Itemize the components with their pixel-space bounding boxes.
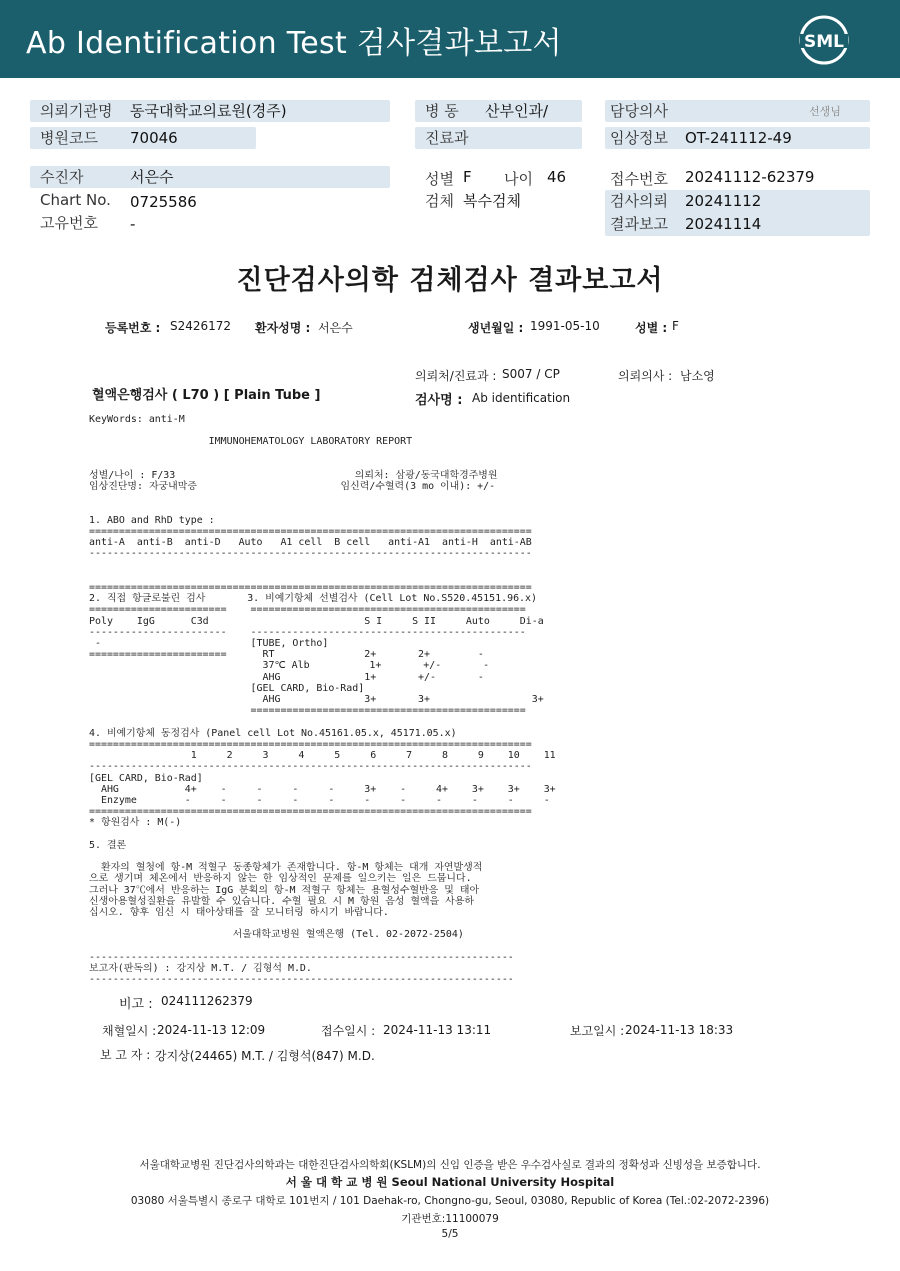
report-line: 으로 생기며 체온에서 반응하지 않는 한 임상적인 문제를 일으키는 일은 드뭅니다. xyxy=(89,873,472,885)
report-line: 서울대학교병원 혈액은행 (Tel. 02-2072-2504) xyxy=(89,929,464,941)
doctor-suffix: 선생님 xyxy=(809,105,841,118)
refdoc-label: 의뢰의사 : xyxy=(618,369,673,383)
logo-text: SML xyxy=(804,32,844,52)
age-value: 46 xyxy=(547,168,567,186)
receipt-label: 접수번호 xyxy=(610,170,668,188)
test-value: Ab identification xyxy=(472,391,571,405)
report-line: ======================= ============================================== xyxy=(89,604,526,616)
institution-label: 의뢰기관명 xyxy=(40,102,113,120)
exam-title: 혈액은행검사 ( L70 ) [ Plain Tube ] xyxy=(92,388,321,403)
dob-value: 1991-05-10 xyxy=(530,319,600,333)
request-label: 검사의뢰 xyxy=(610,192,668,210)
age-label: 나이 xyxy=(504,170,533,188)
report-line: 5. 결론 xyxy=(89,839,127,851)
institution-row xyxy=(30,100,390,122)
footer-institution-no: 기관번호:11100079 xyxy=(401,1213,499,1225)
report-sex-value: F xyxy=(672,319,679,333)
report-line: anti-A anti-B anti-D Auto A1 cell B cell anti-A1 anti-H anti-AB xyxy=(89,537,532,549)
report-title: 진단검사의학 검체검사 결과보고서 xyxy=(236,265,664,296)
patient-value: 서은수 xyxy=(130,168,174,186)
sex-label: 성별 xyxy=(425,170,454,188)
report-line: Poly IgG C3d S I S II Auto Di-a xyxy=(89,615,544,627)
report-line xyxy=(89,492,556,503)
report-line: * 항원검사 : M(-) xyxy=(89,817,182,829)
clinical-row xyxy=(605,127,870,149)
patient-row xyxy=(30,166,390,188)
hospital-code-label: 병원코드 xyxy=(40,129,98,147)
doctor-label: 담당의사 xyxy=(610,102,668,120)
clinical-label: 임상정보 xyxy=(610,129,668,147)
draw-label: 채혈일시 : xyxy=(102,1024,157,1038)
report-line: 37℃ Alb 1+ +/- - xyxy=(89,660,490,672)
report-line: IMMUNOHEMATOLOGY LABORATORY REPORT xyxy=(89,436,413,448)
page-number: 5/5 xyxy=(441,1228,459,1240)
report-line xyxy=(89,425,556,436)
report-line: ========================================================================== xyxy=(89,806,532,818)
dept-label: 진료과 xyxy=(425,129,469,147)
unique-label: 고유번호 xyxy=(40,214,98,232)
report-label: 결과보고 xyxy=(610,215,668,233)
report-line xyxy=(89,941,556,952)
report-line xyxy=(89,560,556,571)
clinical-value: OT-241112-49 xyxy=(685,129,792,147)
sml-logo xyxy=(798,14,850,66)
receipt-value: 20241112-62379 xyxy=(685,168,815,186)
report-line: ----------------------------------------------------------------------- xyxy=(89,974,514,986)
ward-label: 병 동 xyxy=(425,102,459,120)
report-line: 십시오. 향후 임신 시 태아상태를 잘 모니터링 하시기 바랍니다. xyxy=(89,906,389,918)
reporter-label: 보 고 자 : xyxy=(100,1048,151,1062)
ward-value: 산부인과/ xyxy=(485,102,549,120)
report-line: AHG 4+ - - - - 3+ - 4+ 3+ 3+ 3+ xyxy=(89,783,556,795)
page-title: Ab Identification Test 검사결과보고서 xyxy=(26,26,562,61)
footer-hospital: 서 울 대 학 교 병 원 Seoul National University Hospital xyxy=(285,1175,615,1189)
report-line: - [TUBE, Ortho] xyxy=(89,638,329,650)
specimen-label: 검체 xyxy=(425,192,454,210)
specimen-value: 복수검체 xyxy=(463,192,521,210)
name-label: 환자성명 : xyxy=(255,321,311,335)
report-line: ============================================== xyxy=(89,705,526,717)
note-label: 비고 : xyxy=(119,997,153,1012)
report-line xyxy=(89,571,556,582)
footer-address: 03080 서울특별시 종로구 대학로 101번지 / 101 Daehak-ro, Chongno-gu, Seoul, 03080, Republic of Korea (Tel.:02-2072-2396) xyxy=(130,1195,770,1207)
report-line: ========================================================================== xyxy=(89,738,532,750)
report-line xyxy=(89,504,556,515)
report-line xyxy=(89,851,556,862)
report-line: 신생아용혈성질환을 유발할 수 있습니다. 수혈 필요 시 M 항원 음성 혈액을 사용하 xyxy=(89,895,474,907)
hospital-code-value: 70046 xyxy=(130,129,178,147)
recv-label: 접수일시 : xyxy=(321,1024,376,1038)
reporter-value: 강지상(24465) M.T. / 김형석(847) M.D. xyxy=(155,1049,375,1063)
report-line: [GEL CARD, Bio-Rad] xyxy=(89,682,365,694)
request-report-box xyxy=(605,190,870,236)
report-line xyxy=(89,829,556,840)
patient-label: 수진자 xyxy=(40,168,84,186)
recv-value: 2024-11-13 13:11 xyxy=(383,1023,492,1037)
report-sex-label: 성별 : xyxy=(635,321,668,335)
reg-value: S2426172 xyxy=(170,319,232,333)
refdoc-value: 남소영 xyxy=(680,369,715,383)
report-line: ========================================================================== xyxy=(89,582,532,594)
report-line xyxy=(89,448,556,459)
report-line xyxy=(89,459,556,470)
report-line: ======================= RT 2+ 2+ - xyxy=(89,649,484,661)
ward-row xyxy=(415,100,582,122)
report-body xyxy=(89,414,556,985)
dob-label: 생년월일 : xyxy=(468,321,524,335)
dept-row xyxy=(415,127,582,149)
report-line: 성별/나이 : F/33 의뢰처: 삼광/동국대학경주병원 xyxy=(89,470,498,482)
institution-value: 동국대학교의료원(경주) xyxy=(130,102,287,120)
report-line: 환자의 혈청에 항-M 적혈구 동종항체가 존재합니다. 항-M 항체는 대개 자연발생적 xyxy=(89,862,483,874)
report-line: AHG 3+ 3+ 3+ xyxy=(89,694,544,706)
report-line: [GEL CARD, Bio-Rad] xyxy=(89,772,203,784)
request-value: 20241112 xyxy=(685,192,762,210)
note-value: 024111262379 xyxy=(161,994,253,1008)
report-line: 4. 비예기항체 동정검사 (Panel cell Lot No.45161.05.x, 45171.05.x) xyxy=(89,727,457,739)
chart-value: 0725586 xyxy=(130,193,197,211)
report-line: 1. ABO and RhD type : xyxy=(89,514,215,526)
rep-label: 보고일시 : xyxy=(570,1024,625,1038)
header-banner xyxy=(0,0,900,78)
report-line: -------------------------------------------------------------------------- xyxy=(89,548,532,560)
sex-value: F xyxy=(463,168,472,186)
reg-label: 등록번호 : xyxy=(105,321,161,335)
report-line xyxy=(89,918,556,929)
footer-certification: 서울대학교병원 진단검사의학과는 대한진단검사의학회(KSLM)의 신임 인증을 받은 우수검사실로 결과의 정확성과 신빙성을 보증합니다. xyxy=(139,1159,761,1171)
report-line: ----------------------------------------------------------------------- xyxy=(89,951,514,963)
report-line: ----------------------- ---------------------------------------------- xyxy=(89,626,526,638)
report-line: 보고자(판독의) : 강지상 M.T. / 김형석 M.D. xyxy=(89,962,312,974)
chart-label: Chart No. xyxy=(40,191,111,209)
report-line: 임상진단명: 자궁내막증 임신력/수혈력(3 mo 이내): +/- xyxy=(89,481,496,493)
ref-label: 의뢰처/진료과 : xyxy=(415,369,497,383)
unique-value: - xyxy=(130,215,136,233)
report-value: 20241114 xyxy=(685,215,762,233)
draw-value: 2024-11-13 12:09 xyxy=(157,1023,266,1037)
doctor-row xyxy=(605,100,870,122)
test-label: 검사명 : xyxy=(415,393,463,408)
report-line: 그러나 37℃에서 반응하는 IgG 분획의 항-M 적혈구 항체는 용혈성수혈반응 및 태아 xyxy=(89,884,480,896)
rep-value: 2024-11-13 18:33 xyxy=(625,1023,734,1037)
report-line: AHG 1+ +/- - xyxy=(89,671,484,683)
report-line: 2. 직접 항글로불린 검사 3. 비예기항체 선별검사 (Cell Lot No.S520.45151.96.x) xyxy=(89,593,538,605)
report-line: 1 2 3 4 5 6 7 8 9 10 11 xyxy=(89,750,556,762)
name-value: 서은수 xyxy=(318,321,353,335)
report-line: -------------------------------------------------------------------------- xyxy=(89,761,532,773)
report-line xyxy=(89,716,556,727)
hospital-code-row xyxy=(30,127,256,149)
report-line: KeyWords: anti-M xyxy=(89,414,185,425)
report-line: ========================================================================== xyxy=(89,526,532,538)
report-line: Enzyme - - - - - - - - - - - xyxy=(89,794,550,806)
ref-value: S007 / CP xyxy=(502,367,560,381)
